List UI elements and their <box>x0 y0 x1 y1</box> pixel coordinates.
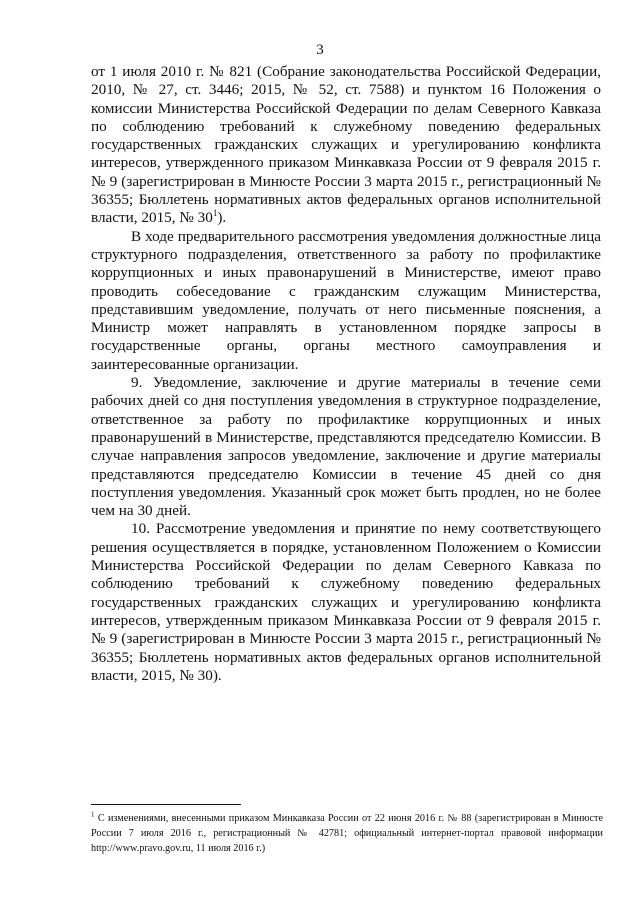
footnote-separator <box>91 804 241 805</box>
footnote <box>91 811 603 856</box>
paragraph-continued-tail: ). <box>217 209 227 227</box>
paragraph-continued-text: от 1 июля 2010 г. № 821 (Собрание законодательства Российской Федерации, 2010, № 27, ст. 3446; 2015, № 52, ст. 7588) и пунктом 16 Положения о комиссии Министерства Российской Федерации по делам Северного Кавказа по соблюдению требований к служебному поведению федеральных государственных гражданских служащих и урегулированию конфликта интересов, утвержденного приказом Минкавказа России от 9 февраля 2015 г. № 9 (зарегистрирован в Минюсте России 3 марта 2015 г., регистрационный № 36355; Бюллетень нормативных актов федеральных органов исполнительной власти, 2015, № 30 <box>91 63 601 227</box>
paragraph-preliminary-review: В ходе предварительного рассмотрения уведомления должностные лица структурного подразделения, ответственного за работу по профилактике коррупционных и иных правонарушений в Министерстве, имеют право проводить собеседование с гражданским служащим Министерства, представившим уведомление, получать от него письменные пояснения, а Министр может направлять в установленном порядке запросы в государственные органы, органы местного самоуправления и заинтересованные организации. <box>91 227 601 373</box>
footnote-text: С изменениями, внесенными приказом Минкавказа России от 22 июня 2016 г. № 88 (зарегистрирован в Минюсте России 7 июля 2016 г., регистрационный № 42781; официальный интернет-портал правовой информации http://www.pravo.gov.ru, 11 июля 2016 г.) <box>91 813 603 854</box>
paragraph-item-10: 10. Рассмотрение уведомления и принятие по нему соответствующего решения осуществляется в порядке, установленном Положением о Комиссии Министерства Российской Федерации по делам Северного Кавказа по соблюдению требований к служебному поведению федеральных государственных гражданских служащих и урегулированию конфликта интересов, утвержденным приказом Минкавказа России от 9 февраля 2015 г. № 9 (зарегистрирован в Минюсте России 3 марта 2015 г., регистрационный № 36355; Бюллетень нормативных актов федеральных органов исполнительной власти, 2015, № 30). <box>91 520 601 684</box>
paragraph-item-9: 9. Уведомление, заключение и другие материалы в течение семи рабочих дней со дня поступления уведомления в структурное подразделение, ответственное за работу по профилактике коррупционных и иных правонарушений в Министерстве, представляются председателю Комиссии. В случае направления запросов уведомление, заключение и другие материалы представляются председателю Комиссии в течение 45 дней со дня поступления уведомления. Указанный срок может быть продлен, но не более чем на 30 дней. <box>91 374 601 520</box>
footnote-marker: 1 <box>91 810 95 819</box>
page-number: 3 <box>316 42 324 58</box>
paragraph-continued <box>91 63 601 228</box>
document-body <box>91 63 601 685</box>
footnote-reference: 1 <box>212 208 218 219</box>
